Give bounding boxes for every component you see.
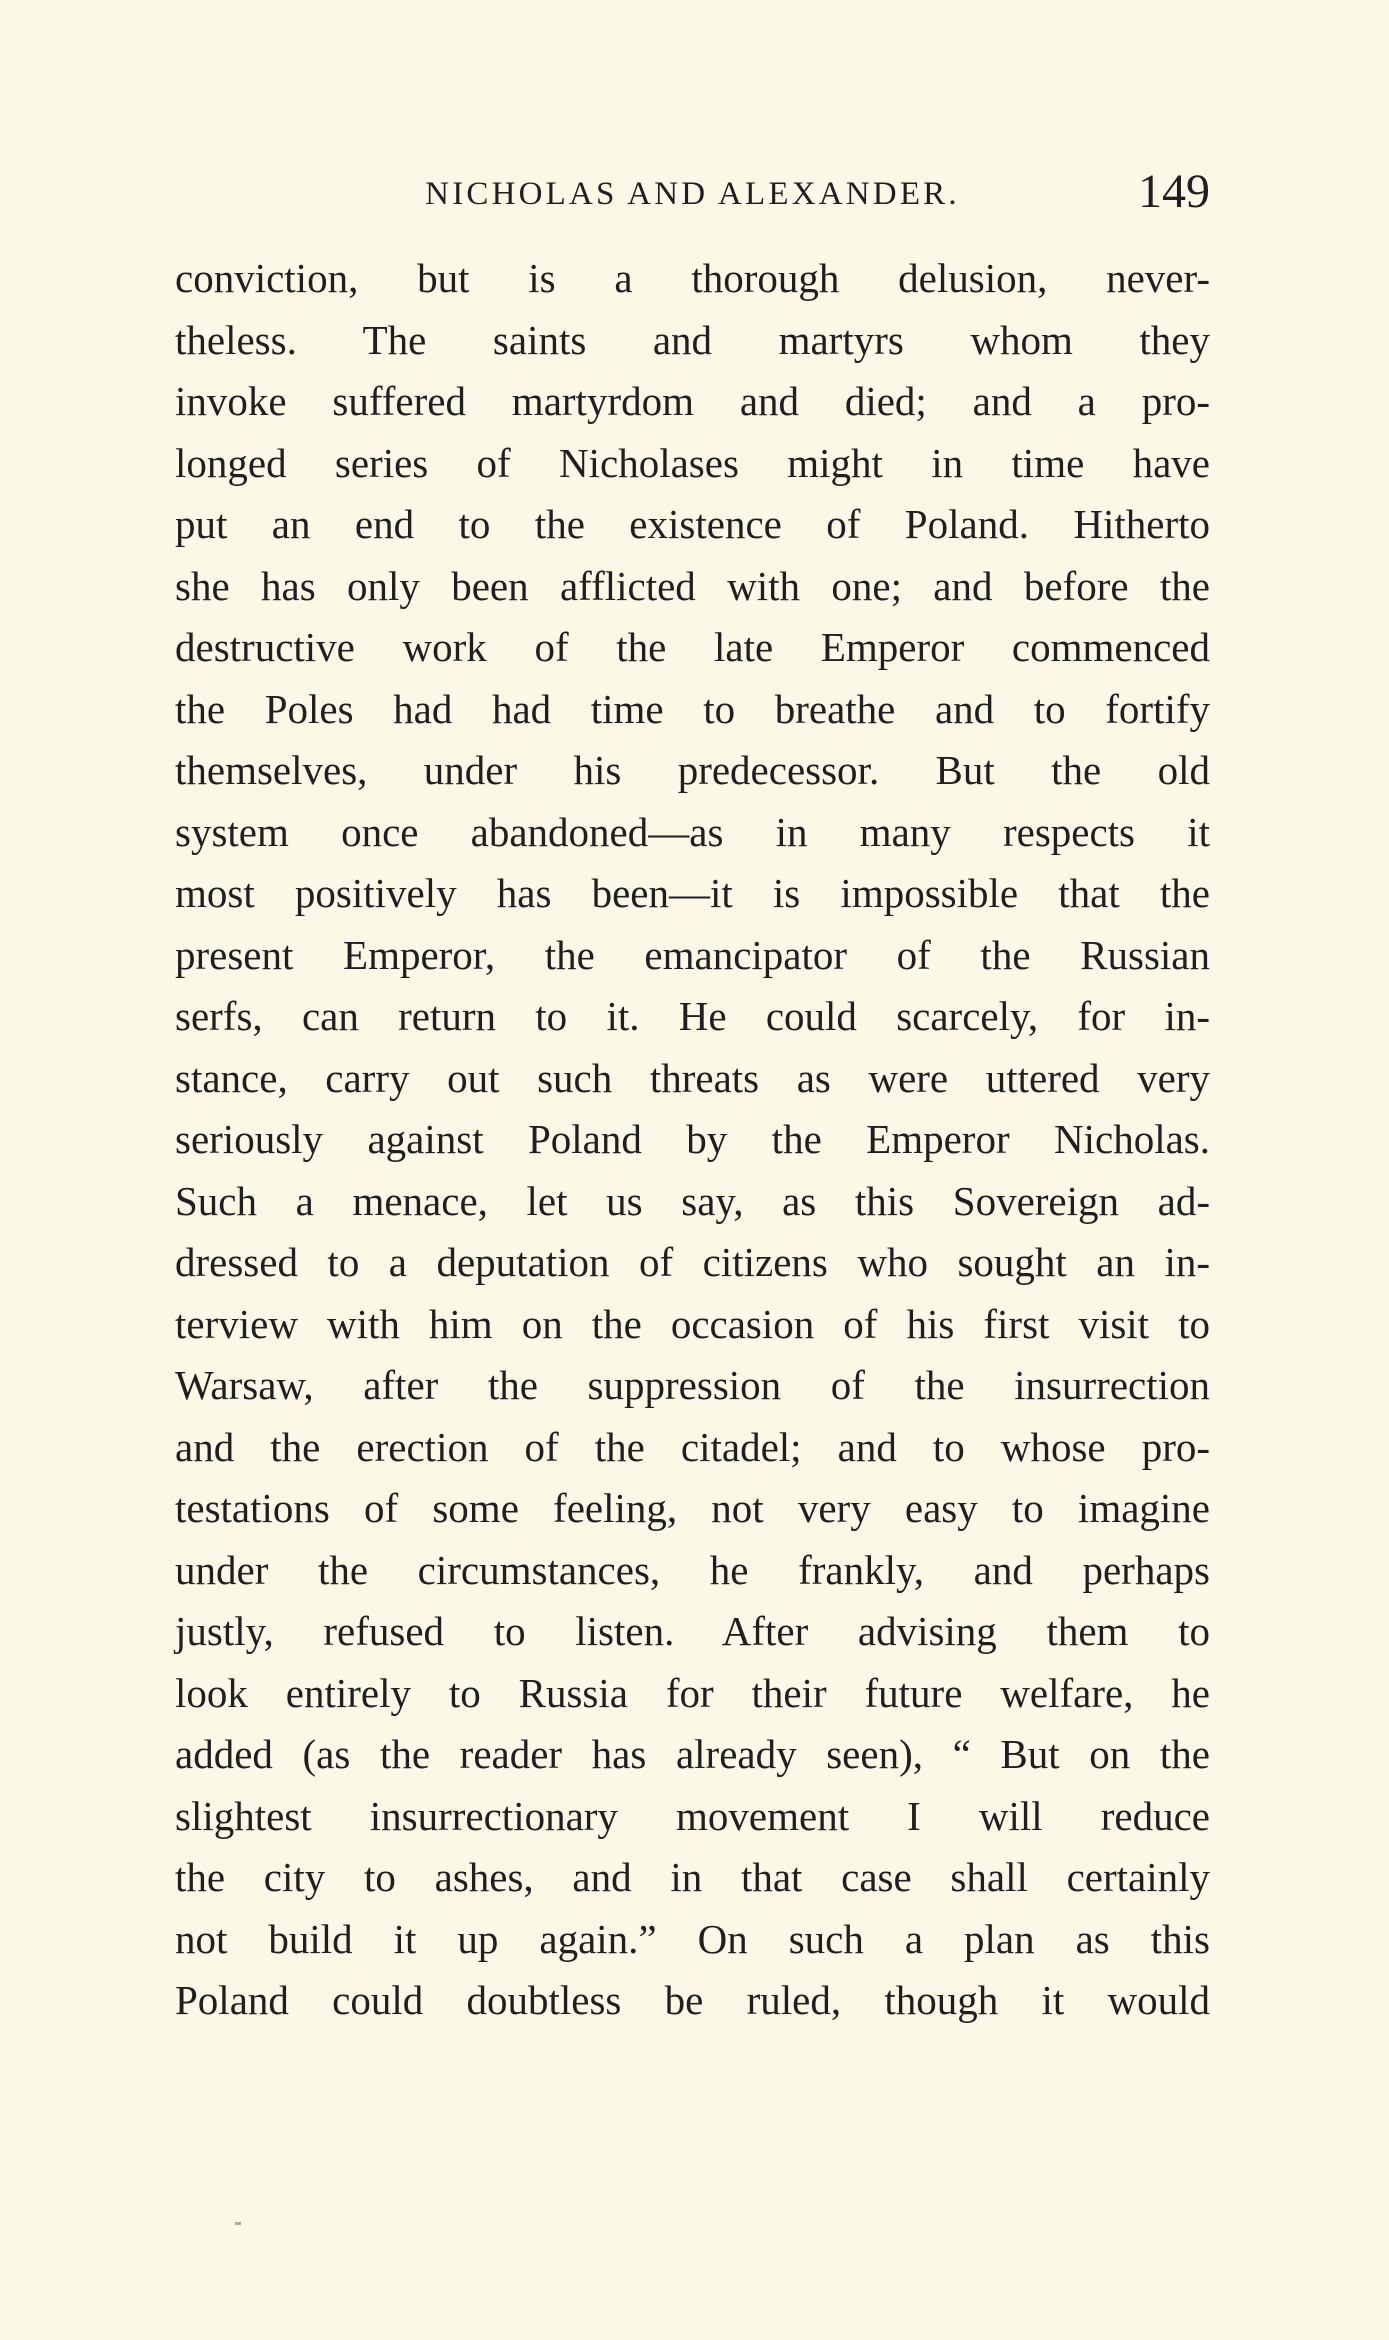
text-line: under the circumstances, he frankly, and perhaps [175,1546,1210,1593]
text-line: and the erection of the citadel; and to whose pro- [175,1423,1210,1470]
text-line: seriously against Poland by the Emperor Nicholas. [175,1116,1210,1162]
text-line: dressed to a deputation of citizens who sought an in- [175,1239,1210,1285]
running-title: NICHOLAS AND ALEXANDER. [425,176,960,212]
text-line: testations of some feeling, not very easy to imagine [175,1485,1210,1531]
text-line: destructive work of the late Emperor commenced [175,624,1210,670]
text-line: the Poles had had time to breathe and to fortify [175,685,1210,732]
paper-speck [235,2222,241,2225]
text-line: the city to ashes, and in that case shall certainly [175,1854,1210,1900]
text-line: serfs, can return to it. He could scarcely, for in- [175,993,1210,1039]
text-line: Warsaw, after the suppression of the insurrection [175,1362,1210,1408]
text-line: present Emperor, the emancipator of the Russian [175,931,1210,978]
text-line: themselves, under his predecessor. But the old [175,747,1210,793]
text-line: invoke suffered martyrdom and died; and a pro- [175,378,1210,424]
text-line: added (as the reader has already seen), “ But on the [175,1731,1210,1777]
text-line: slightest insurrectionary movement I will reduce [175,1792,1210,1839]
running-head [175,165,1210,222]
text-line: justly, refused to listen. After advising them to [175,1608,1210,1654]
text-line: not build it up again.” On such a plan as this [175,1915,1210,1962]
page-number: 149 [1138,165,1210,218]
text-line: theless. The saints and martyrs whom they [175,316,1210,363]
text-line: most positively has been—it is impossible that the [175,870,1210,916]
text-line: system once abandoned—as in many respects it [175,808,1210,855]
body-text [175,248,1210,2032]
text-line: Poland could doubtless be ruled, though it would [175,1977,1210,2023]
text-line: put an end to the existence of Poland. Hitherto [175,501,1210,547]
text-line: she has only been afflicted with one; and before the [175,562,1210,609]
text-line: Such a menace, let us say, as this Sovereign ad- [175,1177,1210,1224]
text-line: terview with him on the occasion of his first visit to [175,1300,1210,1347]
text-line: longed series of Nicholases might in time have [175,439,1210,486]
text-line: stance, carry out such threats as were uttered very [175,1054,1210,1101]
text-line: look entirely to Russia for their future welfare, he [175,1669,1210,1716]
text-line: conviction, but is a thorough delusion, never- [175,255,1210,301]
